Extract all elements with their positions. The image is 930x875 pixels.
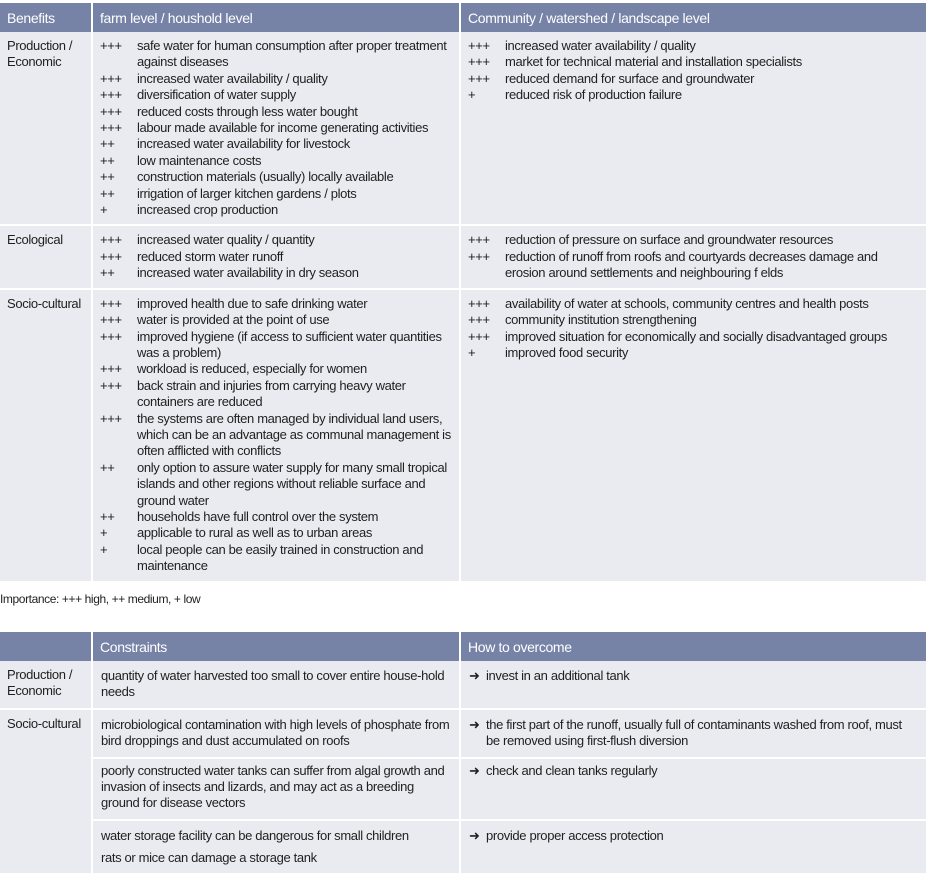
benefit-row [0, 226, 926, 289]
importance-mark: ++ [100, 265, 115, 281]
overcome-text: check and clean tanks regularly [486, 762, 658, 778]
benefit-text: labour made available for income generating activities [137, 120, 429, 136]
constraint-row [0, 661, 926, 710]
benefits-header-row [0, 3, 926, 32]
benefit-item [468, 54, 918, 70]
benefit-text: only option to assure water supply for many small tropical islands and other regions without reliable surface and ground water [137, 459, 447, 508]
importance-mark: +++ [100, 295, 122, 311]
importance-mark: + [468, 344, 476, 360]
benefit-item [100, 232, 451, 248]
benefit-item [468, 312, 918, 328]
importance-mark: +++ [100, 232, 122, 248]
benefit-text: community institution strengthening [505, 312, 697, 328]
benefit-text: reduction of pressure on surface and groundwater resources [505, 232, 834, 248]
overcome-text: the first part of the runoff, usually full of contaminants washed from roof, must be removed using first-flush diversion [486, 716, 902, 749]
farm-benefits-cell [93, 32, 461, 226]
benefit-item [468, 232, 918, 248]
header-blank [0, 632, 93, 661]
benefits-table [0, 3, 926, 583]
benefit-item [468, 38, 918, 54]
benefit-text: back strain and injuries from carrying heavy water containers are reduced [137, 377, 406, 410]
header-community-level: Community / watershed / landscape level [461, 3, 926, 32]
benefit-item [100, 186, 451, 202]
benefit-row [0, 32, 926, 226]
benefit-row [0, 290, 926, 583]
importance-mark: ++ [100, 185, 115, 201]
importance-mark: ++ [100, 152, 115, 168]
benefit-text: improved food security [505, 344, 629, 360]
benefit-item [468, 296, 918, 312]
benefit-item [100, 153, 451, 169]
constraint-text: rats or mice can damage a storage tank [101, 849, 317, 865]
benefit-item [468, 87, 918, 103]
category-label: Socio-cultural [0, 290, 93, 583]
benefit-text: the systems are often managed by individual land users, which can be an advantage as communal management is often afflicted with conflicts [137, 410, 451, 459]
benefit-item [100, 249, 451, 265]
constraint-row [0, 821, 926, 875]
benefit-item [100, 361, 451, 377]
benefit-item [100, 509, 451, 525]
importance-mark: +++ [468, 328, 490, 344]
constraint-row [0, 710, 926, 759]
arrow-right-icon: ➜ [469, 668, 480, 683]
benefit-text: diversification of water supply [137, 87, 296, 103]
importance-mark: +++ [100, 70, 122, 86]
category-label: Production / Economic [0, 32, 93, 226]
importance-mark: +++ [100, 248, 122, 264]
overcome-text: provide proper access protection [486, 827, 664, 843]
benefit-item [100, 38, 451, 71]
benefit-item [468, 329, 918, 345]
constraint-row [0, 759, 926, 821]
category-label: Ecological [0, 226, 93, 289]
importance-mark: +++ [468, 70, 490, 86]
importance-mark: ++ [100, 459, 115, 475]
benefit-text: low maintenance costs [137, 152, 262, 168]
benefit-text: increased water quality / quantity [137, 232, 315, 248]
importance-mark: +++ [468, 38, 490, 53]
importance-mark: + [468, 87, 476, 103]
constraints-header-row [0, 632, 926, 661]
overcome-cell [461, 710, 926, 759]
benefit-text: irrigation of larger kitchen gardens / plots [137, 185, 357, 201]
benefit-item [468, 345, 918, 361]
importance-mark: +++ [468, 312, 490, 328]
benefit-text: construction materials (usually) locally available [137, 169, 394, 185]
benefit-text: applicable to rural as well as to urban areas [137, 525, 373, 541]
benefit-text: reduced costs through less water bought [137, 103, 358, 119]
benefit-text: reduced risk of production failure [505, 87, 682, 103]
arrow-right-icon: ➜ [469, 762, 480, 778]
community-benefits-cell [461, 290, 926, 583]
benefit-text: local people can be easily trained in construction and maintenance [137, 541, 424, 574]
importance-mark: + [100, 202, 108, 218]
importance-mark: +++ [100, 87, 122, 103]
benefit-item [100, 312, 451, 328]
importance-mark: +++ [100, 410, 122, 426]
benefit-item [100, 87, 451, 103]
benefit-text: safe water for human consumption after proper treatment against diseases [137, 38, 447, 70]
benefit-item [100, 169, 451, 185]
header-benefits: Benefits [0, 3, 93, 32]
benefit-text: increased crop production [137, 202, 278, 218]
benefit-item [100, 378, 451, 411]
header-how-to-overcome: How to overcome [461, 632, 926, 661]
constraint-cell [93, 821, 461, 875]
importance-mark: ++ [100, 169, 115, 185]
constraint-text: quantity of water harvested too small to cover entire house-hold needs [93, 661, 461, 710]
benefit-text: increased water availability in dry season [137, 265, 359, 281]
benefit-text: increased water availability / quality [505, 38, 696, 53]
benefit-text: improved health due to safe drinking water [137, 295, 368, 311]
benefit-item [100, 136, 451, 152]
benefit-item [100, 120, 451, 136]
importance-mark: +++ [100, 312, 122, 328]
constraints-table [0, 632, 926, 875]
benefit-text: market for technical material and installation specialists [505, 54, 802, 70]
benefit-item [100, 542, 451, 575]
importance-note: Importance: +++ high, ++ medium, + low [0, 592, 201, 606]
community-benefits-cell [461, 32, 926, 226]
benefit-text: increased water availability for livestock [137, 136, 350, 152]
constraint-text: poorly constructed water tanks can suffer from algal growth and invasion of insects and lizards, and may act as a breeding ground for disease vectors [93, 759, 461, 821]
importance-mark: +++ [468, 232, 490, 248]
benefit-item [468, 249, 918, 282]
importance-mark: +++ [468, 295, 490, 311]
importance-mark: +++ [100, 328, 122, 344]
importance-mark: +++ [100, 377, 122, 393]
farm-benefits-cell [93, 226, 461, 289]
community-benefits-cell [461, 226, 926, 289]
importance-mark: +++ [468, 248, 490, 264]
benefit-text: increased water availability / quality [137, 70, 328, 86]
benefit-item [100, 71, 451, 87]
importance-mark: ++ [100, 508, 115, 524]
benefit-item [100, 460, 451, 509]
importance-mark: ++ [100, 136, 115, 152]
constraint-text: water storage facility can be dangerous for small children [101, 827, 409, 843]
arrow-right-icon: ➜ [469, 716, 480, 732]
overcome-cell [461, 759, 926, 821]
benefit-text: households have full control over the system [137, 508, 379, 524]
benefit-item [100, 202, 451, 218]
importance-mark: +++ [100, 38, 122, 53]
benefit-item [100, 265, 451, 281]
constraint-text: microbiological contamination with high levels of phosphate from bird droppings and dust accumulated on roofs [93, 710, 461, 759]
header-constraints: Constraints [93, 632, 461, 661]
overcome-cell [461, 661, 926, 710]
benefit-item [100, 525, 451, 541]
importance-mark: +++ [468, 54, 490, 70]
benefit-text: reduced demand for surface and groundwater [505, 70, 755, 86]
benefit-item [468, 71, 918, 87]
farm-benefits-cell [93, 290, 461, 583]
importance-mark: + [100, 525, 108, 541]
benefit-item [100, 329, 451, 362]
benefit-text: reduction of runoff from roofs and courtyards decreases damage and erosion around settlements and neighbouring f elds [505, 248, 878, 281]
category-label: Production / Economic [0, 661, 93, 710]
overcome-text: invest in an additional tank [486, 668, 630, 683]
importance-mark: + [100, 541, 108, 557]
benefit-item [100, 296, 451, 312]
overcome-cell [461, 821, 926, 875]
benefit-item [100, 104, 451, 120]
category-label: Socio-cultural [0, 710, 93, 875]
benefit-text: improved situation for economically and socially disadvantaged groups [505, 328, 887, 344]
benefit-text: water is provided at the point of use [137, 312, 330, 328]
benefit-text: reduced storm water runoff [137, 248, 284, 264]
arrow-right-icon: ➜ [469, 827, 480, 843]
benefit-text: workload is reduced, especially for women [137, 361, 367, 377]
header-farm-level: farm level / houshold level [93, 3, 461, 32]
benefit-text: availability of water at schools, community centres and health posts [505, 295, 869, 311]
importance-mark: +++ [100, 361, 122, 377]
benefit-text: improved hygiene (if access to sufficient water quantities was a problem) [137, 328, 442, 360]
benefit-item [100, 411, 451, 460]
importance-mark: +++ [100, 120, 122, 136]
importance-mark: +++ [100, 103, 122, 119]
